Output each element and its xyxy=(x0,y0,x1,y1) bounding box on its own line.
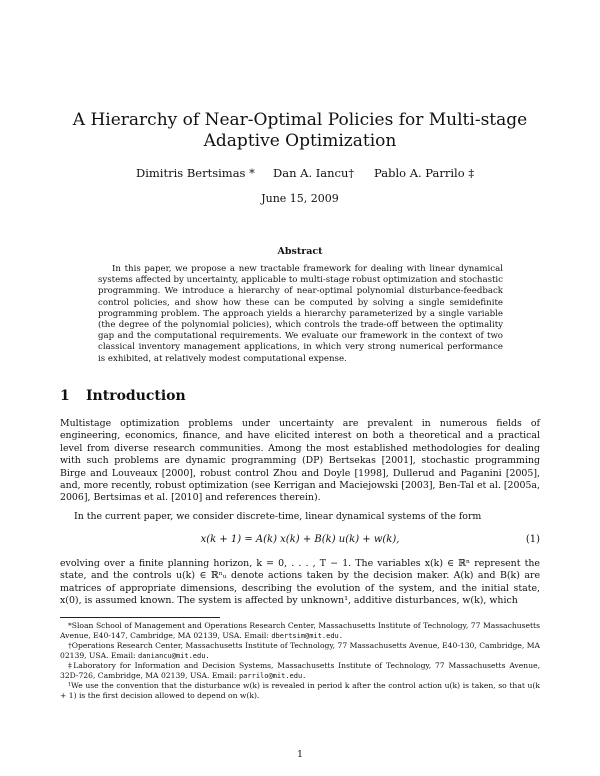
intro-paragraph-2: In the current paper, we consider discrete-time, linear dynamical systems of the form xyxy=(74,511,482,522)
equation-number: (1) xyxy=(525,534,540,545)
abstract-heading: Abstract xyxy=(277,246,323,257)
section-heading xyxy=(60,388,186,404)
paper-date: June 15, 2009 xyxy=(261,192,339,205)
footnote-parrilo: ‡Laboratory for Information and Decision Systems, Massachusetts Institute of Technology, 77 Massachusetts Avenue, 32D-726, Cambridge, MA 02139, USA. Email: parrilo@mit.edu. xyxy=(60,661,540,680)
section-title: Introduction xyxy=(86,388,186,404)
intro-paragraph-1: Multistage optimization problems under uncertainty are prevalent in numerous fields of engineering, economics, finance, and have elicited interest on both a theoretical and a practical level from diverse research communities. Among the most established methodologies for dealing with such problems are dynamic programming (DP) Bertsekas [2001], stochastic programming Birge and Louveaux [2000], robust control Zhou and Doyle [1998], Dullerud and Paganini [2005], and, more recently, robust optimization (see Kerrigan and Maciejowski [2003], Ben-Tal et al. [2005a, 2006], Bertsimas et al. [2010] and references therein). xyxy=(60,418,540,504)
author-bertsimas: Dimitris Bertsimas * xyxy=(136,166,255,180)
footnote-bertsimas: *Sloan School of Management and Operations Research Center, Massachusetts Institute of Technology, 77 Massachusetts Avenue, E40-147, Cambridge, MA 02139, USA. Email: dbertsim@mit.edu. xyxy=(60,621,540,640)
footnotes xyxy=(60,621,540,701)
paper-title: A Hierarchy of Near-Optimal Policies for Multi-stage Adaptive Optimization xyxy=(72,110,528,151)
footnote-rule xyxy=(60,617,220,618)
equation-expression: x(k + 1) = A(k) x(k) + B(k) u(k) + w(k), xyxy=(200,534,400,545)
email-link[interactable]: dbertsim@mit.edu. xyxy=(271,632,343,640)
intro-paragraph-3: evolving over a finite planning horizon, k = 0, . . . , T − 1. The variables x(k) ∈ ℝⁿ represent the state, and the controls u(k) ∈ ℝⁿᵤ denote actions taken by the decision maker. A(k) and B(k) are matrices of appropriate dimensions, describing the evolution of the system, and the initial state, x(0), is assumed known. The system is affected by unknown¹, additive disturbances, w(k), which xyxy=(60,558,540,607)
section-number: 1 xyxy=(60,388,70,404)
abstract-text: In this paper, we propose a new tractable framework for dealing with linear dynamical systems affected by uncertainty, applicable to multi-stage robust optimization and stochastic programming. We introduce a hierarchy of near-optimal polynomial disturbance-feedback control policies, and show how these can be computed by solving a single semidefinite programming problem. The approach yields a hierarchy parameterized by a single variable (the degree of the polynomial policies), which controls the trade-off between the optimality gap and the computational requirements. We evaluate our framework in the context of two classical inventory management applications, in which very strong numerical performance is exhibited, at relatively modest computational expense. xyxy=(98,264,503,364)
page-number: 1 xyxy=(296,749,304,760)
footnote-iancu: †Operations Research Center, Massachusetts Institute of Technology, 77 Massachusetts Avenue, E40-130, Cambridge, MA 02139, USA. Email: daniancu@mit.edu. xyxy=(60,641,540,660)
footnote-convention: ¹We use the convention that the disturbance w(k) is revealed in period k after the control action u(k) is taken, so that u(k + 1) is the first decision allowed to depend on w(k). xyxy=(60,681,540,700)
email-link[interactable]: parrilo@mit.edu. xyxy=(238,672,307,680)
email-link[interactable]: daniancu@mit.edu. xyxy=(138,652,210,660)
author-iancu: Dan A. Iancu† xyxy=(273,166,355,180)
equation-1 xyxy=(60,534,540,550)
author-parrilo: Pablo A. Parrilo ‡ xyxy=(374,166,475,180)
